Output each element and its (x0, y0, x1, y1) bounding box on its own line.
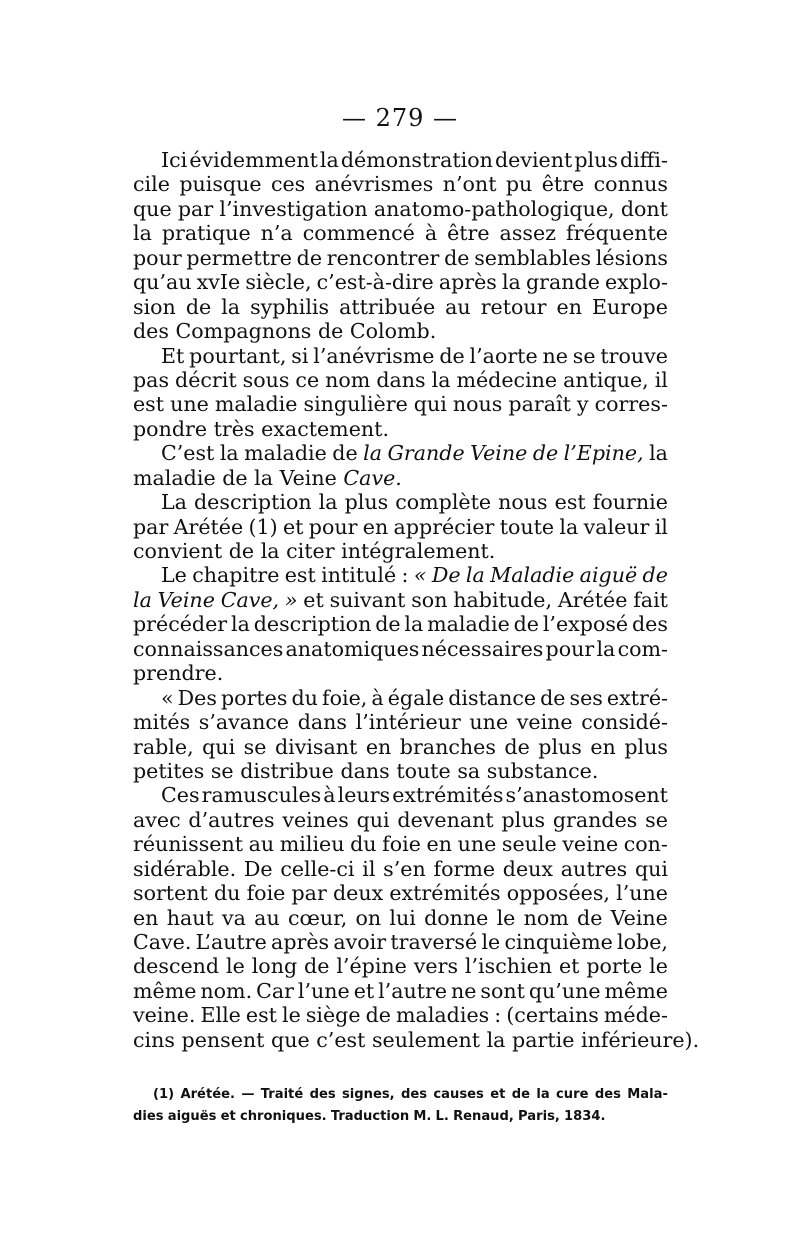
text-line: veine. Elle est le siège de maladies : (certains méde- (133, 1003, 668, 1028)
text-line: Ces ramuscules à leurs extrémités s’anastomosent (161, 783, 668, 808)
text-line: pour permettre de rencontrer de semblables lésions (133, 245, 668, 270)
footnote-line: (1) Arétée. — Traité des signes, des causes et de la cure des Mala- (153, 1087, 668, 1102)
body-text (133, 148, 700, 1052)
text-line: petites se distribue dans toute sa substance. (133, 758, 599, 783)
text-line: Cave. L’autre après avoir traversé le cinquième lobe, (133, 930, 668, 954)
text-line: que par l’investigation anatomo-pathologique, dont (133, 196, 668, 221)
page-number: — 279 — (341, 104, 459, 132)
text-line: maladie de la Veine Cave. (133, 465, 402, 490)
text-line: sidérable. De celle-ci il s’en forme deux autres qui (133, 856, 668, 881)
text-line: pondre très exactement. (133, 416, 389, 441)
text-line: « Des portes du foie, à égale distance de ses extré- (161, 685, 668, 710)
text-line: Et pourtant, si l’anévrisme de l’aorte ne se trouve (161, 343, 668, 368)
text-line: en haut va au cœur, on lui donne le nom de Veine (133, 905, 668, 930)
text-line: est une maladie singulière qui nous paraît y corres- (133, 392, 668, 417)
text-line: pas décrit sous ce nom dans la médecine antique, il (133, 367, 668, 392)
text-line: la Veine Cave, » et suivant son habitude, Arétée fait (133, 587, 668, 612)
text-line: La description la plus complète nous est fournie (161, 490, 668, 515)
text-line: précéder la description de la maladie de l’exposé des (133, 612, 668, 637)
text-line: Le chapitre est intitulé : « De la Maladie aiguë de (161, 563, 668, 588)
text-line: même nom. Car l’une et l’autre ne sont qu’une même (133, 978, 668, 1003)
text-line: mités s’avance dans l’intérieur une veine considé- (133, 710, 668, 735)
text-line: prendre. (133, 661, 224, 686)
text-line: qu’au xvIe siècle, c’est-à-dire après la grande explo- (133, 270, 668, 295)
text-line: convient de la citer intégralement. (133, 539, 496, 563)
text-line: Ici évidemment la démonstration devient plus diffi- (161, 148, 668, 172)
text-line: avec d’autres veines qui devenant plus grandes se (133, 807, 668, 832)
text-line: réunissent au milieu du foie en une seule veine con- (133, 832, 668, 857)
text-line: C’est la maladie de la Grande Veine de l’Epine, la (161, 441, 668, 466)
text-line: descend le long de l’épine vers l’ischien et porte le (133, 954, 668, 979)
text-line: des Compagnons de Colomb. (133, 319, 437, 344)
text-line: cins pensent que c’est seulement la partie inférieure). (133, 1027, 700, 1052)
text-line: sion de la syphilis attribuée au retour en Europe (133, 294, 668, 319)
text-line: connaissances anatomiques nécessaires pour la com- (133, 636, 668, 661)
text-line: sortent du foie par deux extrémités opposées, l’une (133, 881, 668, 906)
footnote-line: dies aiguës et chroniques. Traduction M. L. Renaud, Paris, 1834. (133, 1109, 606, 1124)
text-line: par Arétée (1) et pour en apprécier toute la valeur il (133, 514, 668, 539)
text-line: rable, qui se divisant en branches de plus en plus (133, 734, 668, 759)
text-line: la pratique n’a commencé à être assez fréquente (133, 221, 668, 246)
footnote (133, 1084, 668, 1128)
text-line: cile puisque ces anévrismes n’ont pu être connus (133, 172, 668, 197)
